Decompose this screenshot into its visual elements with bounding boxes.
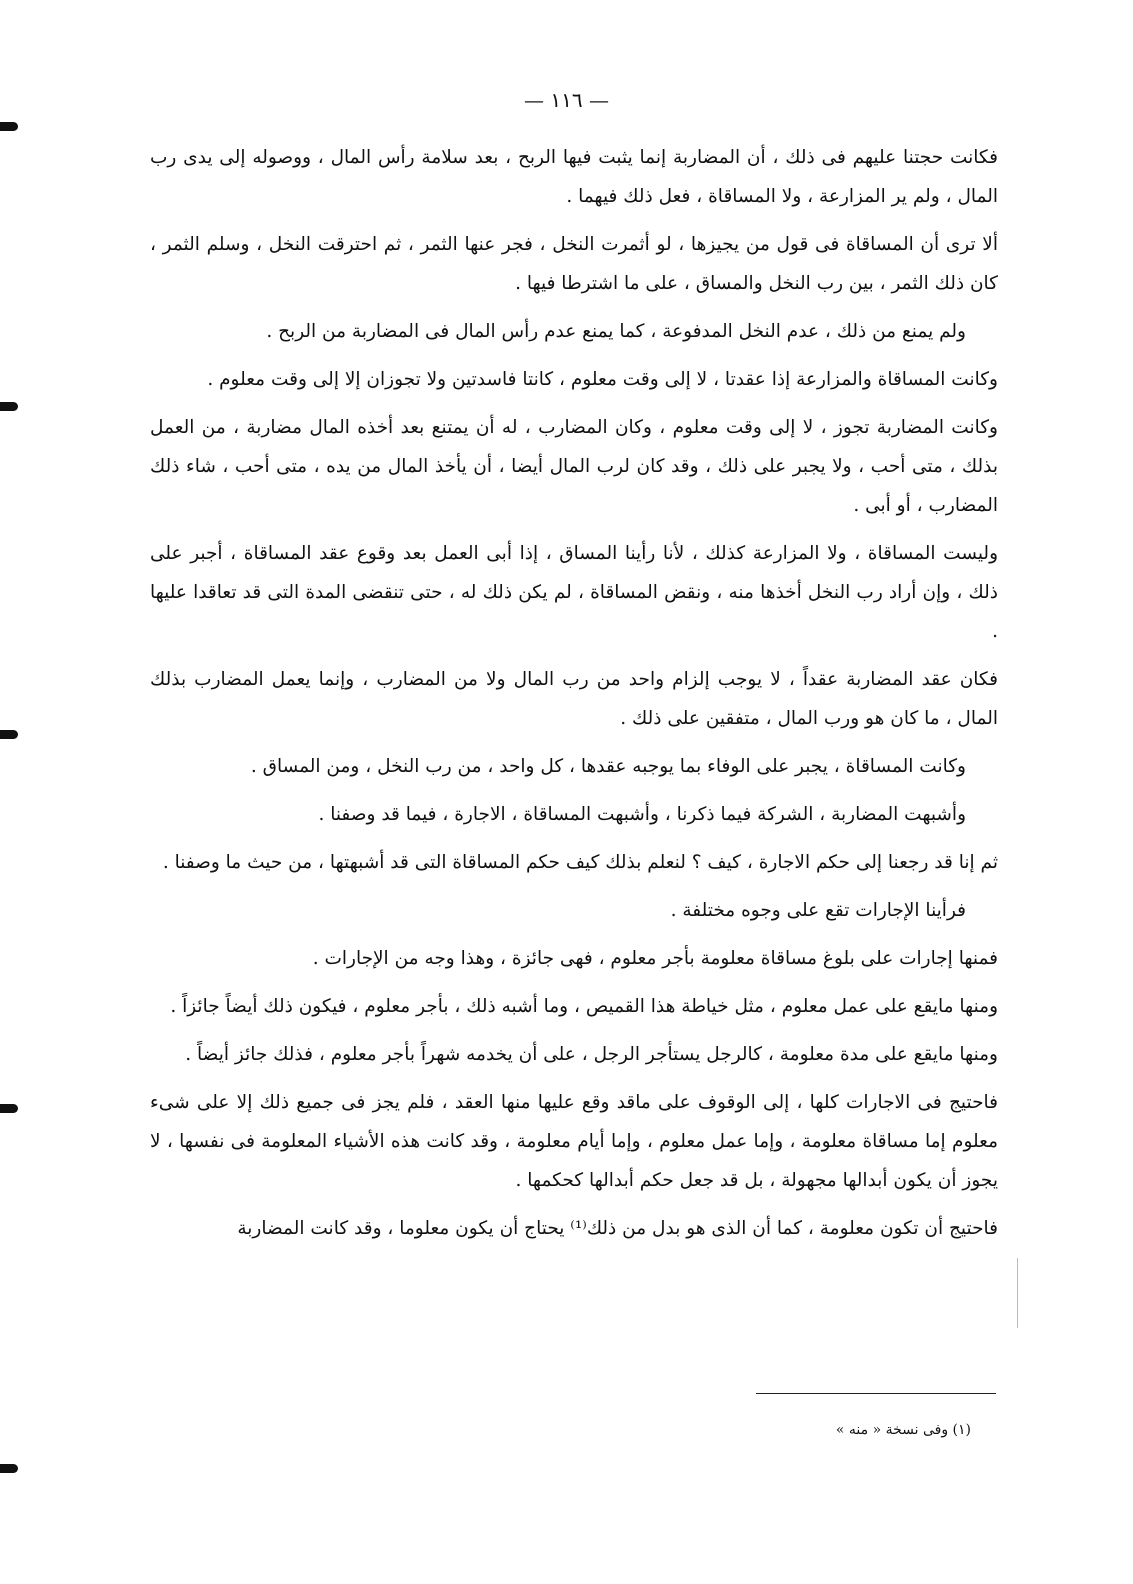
paragraph: ألا ترى أن المساقاة فى قول من يجيزها ، لو أثمرت النخل ، فجر عنها الثمر ، ثم احترقت النخل ، وسلم الثمر ، كان ذلك الثمر ، بين رب النخل والمساق ، على ما اشترطا فيها . bbox=[150, 234, 998, 294]
page-number: — ١١٦ — bbox=[524, 88, 609, 112]
body-text bbox=[150, 138, 998, 1257]
binding-mark bbox=[0, 1104, 18, 1113]
paragraph: فاحتيج أن تكون معلومة ، كما أن الذى هو بدل من ذلك⁽¹⁾ يحتاج أن يكون معلوما ، وقد كانت المضاربة bbox=[237, 1218, 998, 1239]
paragraph: فاحتيج فى الاجارات كلها ، إلى الوقوف على ماقد وقع عليها منها العقد ، فلم يجز فى جميع ذلك إلا على شىء معلوم إما مساقاة معلومة ، وإما عمل معلوم ، وإما أيام معلومة ، وقد كانت هذه الأشياء المعلومة فى نفسها ، لا يجوز أن يكون أبدالها مجهولة ، بل قد جعل حكم أبدالها كحكمها . bbox=[150, 1092, 998, 1191]
paragraph: ومنها مايقع على مدة معلومة ، كالرجل يستأجر الرجل ، على أن يخدمه شهراً بأجر معلوم ، فذلك جائز أيضاً . bbox=[185, 1044, 998, 1065]
paragraph: ثم إنا قد رجعنا إلى حكم الاجارة ، كيف ؟ لنعلم بذلك كيف حكم المساقاة التى قد أشبهتها ، من حيث ما وصفنا . bbox=[162, 852, 998, 873]
binding-mark bbox=[0, 730, 18, 739]
paragraph: وأشبهت المضاربة ، الشركة فيما ذكرنا ، وأشبهت المساقاة ، الاجارة ، فيما قد وصفنا . bbox=[318, 804, 966, 825]
paragraph: فرأينا الإجارات تقع على وجوه مختلفة . bbox=[670, 900, 966, 921]
paragraph: فكان عقد المضاربة عقداً ، لا يوجب إلزام واحد من رب المال ولا من المضارب ، وإنما يعمل المضارب بذلك المال ، ما كان هو ورب المال ، متفقين على ذلك . bbox=[150, 669, 998, 729]
footnote-divider bbox=[756, 1393, 996, 1394]
footnote: (١) وفى نسخة « منه » bbox=[835, 1422, 971, 1438]
binding-mark bbox=[0, 1464, 18, 1473]
paragraph: ومنها مايقع على عمل معلوم ، مثل خياطة هذا القميص ، وما أشبه ذلك ، بأجر معلوم ، فيكون ذلك أيضاً جائزاً . bbox=[170, 996, 998, 1017]
paragraph: وكانت المساقاة ، يجبر على الوفاء بما يوجبه عقدها ، كل واحد ، من رب النخل ، ومن المساق . bbox=[250, 756, 966, 777]
paragraph: فمنها إجارات على بلوغ مساقاة معلومة بأجر معلوم ، فهى جائزة ، وهذا وجه من الإجارات . bbox=[312, 948, 998, 969]
paragraph: ولم يمنع من ذلك ، عدم النخل المدفوعة ، كما يمنع عدم رأس المال فى المضاربة من الربح . bbox=[266, 321, 966, 342]
paragraph: فكانت حجتنا عليهم فى ذلك ، أن المضاربة إنما يثبت فيها الربح ، بعد سلامة رأس المال ، ووصوله إلى يدى رب المال ، ولم ير المزارعة ، ولا المساقاة ، فعل ذلك فيهما . bbox=[150, 147, 998, 207]
paragraph: وكانت المضاربة تجوز ، لا إلى وقت معلوم ، وكان المضارب ، له أن يمتنع بعد أخذه المال مضاربة ، من العمل بذلك ، متى أحب ، ولا يجبر على ذلك ، وقد كان لرب المال أيضا ، أن يأخذ المال من يده ، متى أحب ، شاء ذلك المضارب ، أو أبى . bbox=[150, 417, 998, 516]
margin-line bbox=[1017, 1258, 1018, 1328]
paragraph: وكانت المساقاة والمزارعة إذا عقدتا ، لا إلى وقت معلوم ، كانتا فاسدتين ولا تجوزان إلا إلى وقت معلوم . bbox=[207, 369, 998, 390]
binding-mark bbox=[0, 122, 18, 131]
binding-mark bbox=[0, 402, 18, 411]
paragraph: وليست المساقاة ، ولا المزارعة كذلك ، لأنا رأينا المساق ، إذا أبى العمل بعد وقوع عقد المساقاة ، أجبر على ذلك ، وإن أراد رب النخل أخذها منه ، ونقض المساقاة ، لم يكن ذلك له ، حتى تنقضى المدة التى قد تعاقدا عليها . bbox=[150, 543, 998, 642]
